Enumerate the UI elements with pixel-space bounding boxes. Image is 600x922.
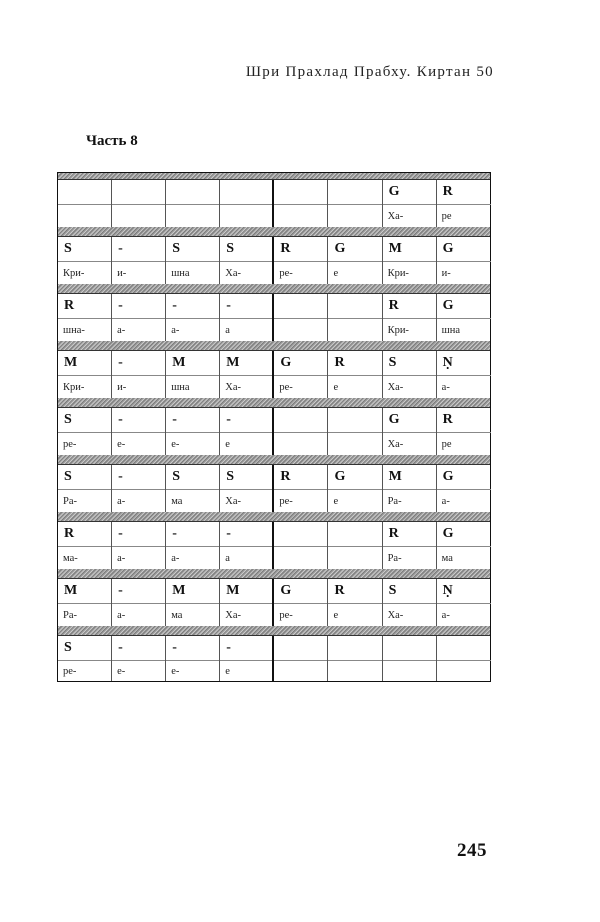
notation-cell (220, 173, 274, 227)
lyric-syllable: а (225, 552, 230, 564)
lyric-syllable: е- (171, 665, 180, 677)
lyric-syllable: ре- (63, 438, 77, 450)
row-separator (58, 512, 490, 522)
notation-cell (328, 173, 382, 227)
note-symbol: R (58, 293, 111, 319)
lyric-syllable (274, 433, 327, 455)
note-symbol: G (274, 350, 327, 376)
note-symbol (383, 635, 436, 661)
lyric-syllable (166, 205, 219, 227)
note-symbol: M (383, 464, 436, 490)
note-symbol: Ṇ (437, 350, 491, 376)
note-symbol: G (437, 464, 491, 490)
lyric-syllable: е- (171, 438, 180, 450)
notation-cell (58, 173, 112, 227)
notation-cell (166, 173, 220, 227)
notation-row (58, 626, 490, 681)
notation-row (58, 341, 490, 398)
note-symbol: - (166, 293, 219, 319)
lyric-syllable: е (333, 495, 339, 507)
lyric-syllable: Ра- (63, 609, 77, 621)
lyric-syllable: ре- (279, 495, 293, 507)
row-separator (58, 341, 490, 351)
row-separator (58, 284, 490, 294)
note-symbol: S (383, 578, 436, 604)
note-symbol: - (220, 635, 272, 661)
note-symbol (112, 179, 165, 205)
notation-cell (383, 173, 437, 227)
lyric-syllable: е (333, 381, 339, 393)
note-symbol: - (112, 521, 165, 547)
note-symbol: R (437, 407, 491, 433)
note-symbol: - (166, 407, 219, 433)
note-symbol: R (274, 464, 327, 490)
row-separator (58, 227, 490, 237)
notation-table (57, 172, 491, 682)
note-symbol: R (274, 236, 327, 262)
lyric-syllable: Ха- (387, 609, 404, 621)
note-symbol (220, 179, 272, 205)
notation-row (58, 173, 490, 227)
note-symbol (328, 293, 381, 319)
lyric-syllable: а- (117, 609, 126, 621)
note-symbol: - (220, 293, 272, 319)
note-symbol: S (220, 464, 272, 490)
lyric-syllable: Ха- (387, 210, 404, 222)
lyric-syllable (328, 661, 381, 681)
lyric-syllable: и- (441, 267, 451, 279)
lyric-syllable: е- (117, 665, 126, 677)
note-symbol (274, 293, 327, 319)
lyric-syllable: е (225, 665, 230, 677)
lyric-syllable: Ха- (225, 381, 242, 393)
note-symbol (328, 407, 381, 433)
notation-row (58, 512, 490, 569)
note-symbol: - (166, 521, 219, 547)
note-symbol: M (220, 350, 272, 376)
note-symbol: M (58, 578, 111, 604)
note-symbol: M (166, 350, 219, 376)
note-symbol: R (328, 578, 381, 604)
notation-row (58, 569, 490, 626)
note-symbol (328, 179, 381, 205)
note-symbol: S (220, 236, 272, 262)
row-separator (58, 569, 490, 579)
note-symbol (274, 407, 327, 433)
note-symbol (166, 179, 219, 205)
note-symbol: S (58, 407, 111, 433)
lyric-syllable (274, 547, 327, 569)
lyric-syllable: а- (441, 381, 450, 393)
lyric-syllable (274, 205, 327, 227)
lyric-syllable: а- (441, 609, 450, 621)
lyric-syllable (274, 319, 327, 341)
lyric-syllable: и- (117, 381, 127, 393)
notation-row (58, 227, 490, 284)
lyric-syllable: Ха- (225, 495, 242, 507)
lyric-syllable: а- (171, 324, 180, 336)
note-symbol: Ṇ (437, 578, 491, 604)
lyric-syllable: а- (117, 324, 126, 336)
notation-row (58, 455, 490, 512)
lyric-syllable: е (333, 267, 339, 279)
lyric-syllable: а- (117, 495, 126, 507)
note-symbol: R (58, 521, 111, 547)
notation-row (58, 398, 490, 455)
lyric-syllable (328, 319, 381, 341)
lyric-syllable (112, 205, 165, 227)
lyric-syllable: Ха- (225, 609, 242, 621)
lyric-syllable: шна (441, 324, 461, 336)
lyric-syllable: шна (171, 381, 190, 393)
lyric-syllable: е- (117, 438, 126, 450)
lyric-syllable: а (225, 324, 230, 336)
note-symbol: G (274, 578, 327, 604)
notation-row (58, 284, 490, 341)
note-symbol: M (383, 236, 436, 262)
lyric-syllable: ре (441, 438, 452, 450)
note-symbol: - (112, 350, 165, 376)
lyric-syllable: ма (171, 609, 183, 621)
lyric-syllable (58, 205, 111, 227)
note-symbol (437, 635, 491, 661)
note-symbol (274, 521, 327, 547)
lyric-syllable: Ха- (387, 381, 404, 393)
lyric-syllable: шна- (63, 324, 85, 336)
lyric-syllable: е (333, 609, 339, 621)
lyric-syllable: е (225, 438, 230, 450)
note-symbol: R (383, 521, 436, 547)
note-symbol: - (112, 293, 165, 319)
note-symbol (328, 635, 381, 661)
lyric-syllable: Кри- (63, 267, 85, 279)
note-symbol: S (383, 350, 436, 376)
lyric-syllable: Ра- (387, 495, 402, 507)
note-symbol (58, 179, 111, 205)
lyric-syllable (437, 661, 491, 681)
note-symbol (328, 521, 381, 547)
lyric-syllable: а- (441, 495, 450, 507)
note-symbol: M (166, 578, 219, 604)
lyric-syllable: Кри- (387, 324, 409, 336)
note-symbol: - (220, 407, 272, 433)
note-symbol: - (166, 635, 219, 661)
lyric-syllable: а- (117, 552, 126, 564)
notation-cell (437, 173, 491, 227)
note-symbol (274, 635, 327, 661)
lyric-syllable: ре- (279, 267, 293, 279)
note-symbol: G (328, 464, 381, 490)
lyric-syllable (274, 661, 327, 681)
lyric-syllable: ма- (63, 552, 78, 564)
note-symbol: G (437, 236, 491, 262)
lyric-syllable: ре (441, 210, 452, 222)
note-symbol: G (437, 293, 491, 319)
note-symbol: - (112, 635, 165, 661)
note-symbol: - (112, 578, 165, 604)
note-symbol: R (437, 179, 491, 205)
lyric-syllable: Ха- (225, 267, 242, 279)
note-symbol (274, 179, 327, 205)
note-symbol: - (112, 464, 165, 490)
lyric-syllable: ма (171, 495, 183, 507)
lyric-syllable: ма (441, 552, 453, 564)
note-symbol: M (58, 350, 111, 376)
note-symbol: R (328, 350, 381, 376)
section-title: Часть 8 (86, 133, 138, 149)
note-symbol: S (166, 236, 219, 262)
note-symbol: S (166, 464, 219, 490)
running-head: Шри Прахлад Прабху. Киртан 50 (245, 64, 494, 80)
lyric-syllable: Кри- (63, 381, 85, 393)
note-symbol: - (220, 521, 272, 547)
lyric-syllable: шна (171, 267, 190, 279)
note-symbol: S (58, 236, 111, 262)
lyric-syllable: ре- (279, 381, 293, 393)
note-symbol: G (437, 521, 491, 547)
note-symbol: S (58, 635, 111, 661)
note-symbol: R (383, 293, 436, 319)
lyric-syllable (328, 433, 381, 455)
lyric-syllable: ре- (279, 609, 293, 621)
lyric-syllable (328, 547, 381, 569)
lyric-syllable (383, 661, 436, 681)
lyric-syllable: Ра- (387, 552, 402, 564)
row-separator (58, 455, 490, 465)
note-symbol: - (112, 236, 165, 262)
lyric-syllable: Кри- (387, 267, 409, 279)
note-symbol: G (328, 236, 381, 262)
note-symbol: G (383, 407, 436, 433)
lyric-syllable: Ра- (63, 495, 77, 507)
lyric-syllable: ре- (63, 665, 77, 677)
note-symbol: - (112, 407, 165, 433)
notation-cell (112, 173, 166, 227)
note-symbol: G (383, 179, 436, 205)
page-number: 245 (457, 840, 487, 861)
lyric-syllable: Ха- (387, 438, 404, 450)
lyric-syllable (328, 205, 381, 227)
note-symbol: S (58, 464, 111, 490)
lyric-syllable: и- (117, 267, 127, 279)
row-separator (58, 626, 490, 636)
row-separator (58, 173, 490, 180)
row-separator (58, 398, 490, 408)
note-symbol: M (220, 578, 272, 604)
lyric-syllable: а- (171, 552, 180, 564)
notation-cell (274, 173, 328, 227)
lyric-syllable (220, 205, 272, 227)
